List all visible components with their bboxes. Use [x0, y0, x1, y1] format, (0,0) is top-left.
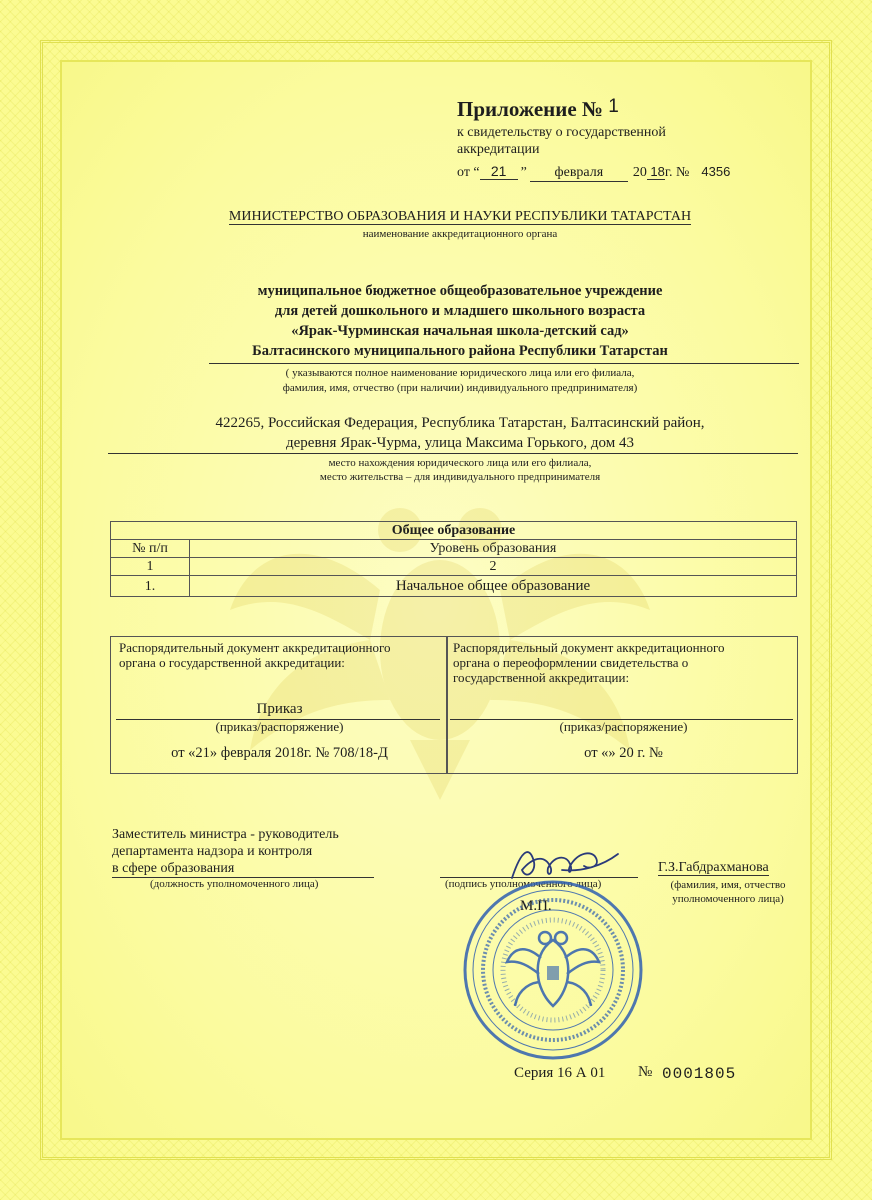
handwritten-signature: [492, 840, 622, 890]
address-underline: [108, 453, 798, 454]
header-cell: № п/п: [111, 540, 190, 558]
organization-line: «Ярак-Чурминская начальная школа-детский сад»: [291, 323, 629, 339]
signatory-name: [658, 860, 769, 876]
header-cell: Уровень образования: [190, 540, 797, 558]
table-cell: 1.: [111, 576, 190, 597]
index-cell: 2: [190, 558, 797, 576]
caption-line: уполномоченного лица): [672, 893, 784, 905]
date-suffix: г. №: [664, 165, 690, 180]
table-cell: Начальное общее образование: [190, 576, 797, 597]
date-prefix: от “: [457, 165, 480, 180]
signature-caption: (подпись уполномоченного лица): [445, 878, 602, 890]
caption-line: фамилия, имя, отчество (при наличии) индивидуального предпринимателя): [282, 382, 638, 394]
table-header-row: [111, 540, 797, 558]
address-line: деревня Ярак-Чурма, улица Максима Горького, дом 43: [286, 435, 634, 451]
organization-line: муниципальное бюджетное общеобразовательное учреждение: [257, 283, 663, 299]
official-seal-stamp: [461, 878, 645, 1062]
position-line: департамента надзора и контроля: [112, 844, 313, 859]
date-month: февраля: [530, 165, 628, 182]
authority-block: [100, 209, 820, 225]
date-quote-close: ”: [520, 165, 527, 180]
seal-place-label: М.П.: [520, 898, 552, 914]
heading-line: органа о государственной аккредитации:: [119, 655, 345, 670]
appendix-subtitle: [457, 124, 666, 158]
position-line: Заместитель министра - руководитель: [112, 827, 339, 842]
date-year-prefix: 20: [632, 165, 647, 180]
organization-underline: [209, 363, 799, 364]
appendix-date-line: [457, 163, 817, 182]
heading-line: государственной аккредитации:: [453, 670, 630, 685]
doc-right-box: [447, 636, 798, 774]
blank-number: 0001805: [662, 1065, 737, 1083]
position-line: в сфере образования: [112, 861, 235, 876]
subtitle-line: аккредитации: [457, 142, 540, 157]
blank-number-label: №: [638, 1064, 653, 1080]
doc-left-heading: [119, 640, 391, 670]
doc-left-date: от «21» февраля 2018г. № 708/18-Д: [171, 745, 388, 761]
table-title-row: [111, 522, 797, 540]
education-table: [110, 521, 797, 597]
caption-line: место нахождения юридического лица или его филиала,: [328, 457, 592, 469]
doc-left-caption: (приказ/распоряжение): [215, 719, 344, 734]
organization-line: Балтасинского муниципального района Республики Татарстан: [252, 343, 668, 359]
table-title: Общее образование: [111, 522, 797, 540]
authority-name: МИНИСТЕРСТВО ОБРАЗОВАНИЯ И НАУКИ РЕСПУБЛИКИ ТАТАРСТАН: [228, 209, 692, 224]
doc-left-box: [110, 636, 447, 774]
doc-right-date: от «» 20 г. №: [584, 745, 663, 761]
organization-name: [100, 281, 820, 361]
subtitle-line: к свидетельству о государственной: [457, 125, 666, 140]
doc-left-type: Приказ: [256, 701, 303, 717]
doc-right-heading: [453, 640, 725, 685]
date-year: 18: [647, 164, 665, 180]
position-caption: (должность уполномоченного лица): [150, 878, 319, 890]
table-index-row: [111, 558, 797, 576]
signatory-position: [112, 826, 339, 877]
authority-caption: наименование аккредитационного органа: [362, 228, 558, 240]
heading-line: органа о переоформлении свидетельства о: [453, 655, 689, 670]
table-row: [111, 576, 797, 597]
appendix-title: [457, 97, 619, 122]
address-caption: [100, 456, 820, 484]
caption-line: (фамилия, имя, отчество: [670, 879, 786, 891]
heading-line: Распорядительный документ аккредитационного: [119, 640, 391, 655]
heading-line: Распорядительный документ аккредитационного: [453, 640, 725, 655]
blank-series: Серия 16 А 01: [514, 1065, 606, 1081]
address-block: [100, 413, 820, 453]
organization-caption: [100, 366, 820, 396]
caption-line: ( указываются полное наименование юридического лица или его филиала,: [285, 367, 635, 379]
doc-right-caption: (приказ/распоряжение): [559, 719, 688, 734]
date-day: 21: [480, 163, 518, 180]
appendix-title-text: Приложение №: [457, 97, 604, 121]
appendix-number: 1: [608, 96, 619, 117]
organization-line: для детей дошкольного и младшего школьного возраста: [274, 303, 646, 319]
signatory-name-text: Г.З.Габдрахманова: [658, 860, 769, 875]
certificate-number: 4356: [701, 164, 731, 179]
caption-line: место жительства – для индивидуального предпринимателя: [319, 471, 601, 483]
index-cell: 1: [111, 558, 190, 576]
address-line: 422265, Российская Федерация, Республика Татарстан, Балтасинский район,: [215, 415, 705, 431]
name-caption: [648, 878, 808, 906]
